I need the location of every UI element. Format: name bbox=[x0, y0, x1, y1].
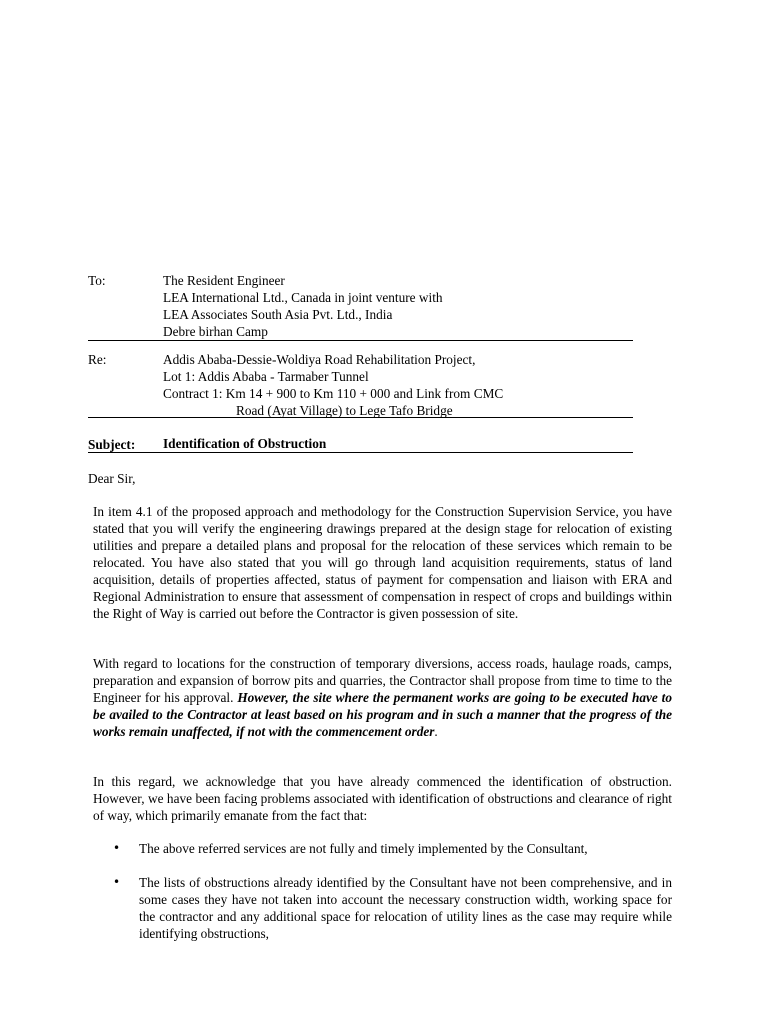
bullet-icon: • bbox=[113, 875, 121, 889]
paragraph-2-text: With regard to locations for the construction of temporary diversions, access roads, haulage roads, camps, preparation and expansion of borrow pits and quarries, the Contractor shall propose from time to time to the Engineer for his approval. bbox=[93, 656, 672, 705]
to-line-1: The Resident Engineer bbox=[163, 273, 285, 288]
to-line-2: LEA International Ltd., Canada in joint venture with bbox=[163, 290, 443, 305]
re-line-2: Lot 1: Addis Ababa - Tarmaber Tunnel bbox=[163, 369, 369, 384]
divider-rule bbox=[88, 452, 633, 453]
to-address bbox=[163, 272, 633, 340]
subject-text: Identification of Obstruction bbox=[163, 436, 327, 451]
subject-block bbox=[88, 436, 633, 453]
body-paragraph-2 bbox=[93, 655, 672, 740]
re-line-4: Road (Ayat Village) to Lege Tafo Bridge bbox=[236, 403, 453, 418]
re-line-1: Addis Ababa-Dessie-Woldiya Road Rehabilitation Project, bbox=[163, 352, 476, 367]
subject-label: Subject: bbox=[88, 437, 136, 452]
re-block bbox=[88, 351, 633, 419]
to-label: To: bbox=[88, 273, 106, 288]
body-paragraph-1: In item 4.1 of the proposed approach and methodology for the Construction Supervision Service, you have stated that you will verify the engineering drawings prepared at the design stage for relocation of existing utilities and prepare a detailed plans and proposal for the relocation of these services which remain to be relocated. You have also stated that you will go through land acquisition requirements, status of land acquisition, details of properties affected, status of payment for compensation and liaison with ERA and Regional Administration to ensure that assessment of compensation in respect of crops and buildings within the Right of Way is carried out before the Contractor is given possession of site. bbox=[93, 504, 672, 621]
divider-rule bbox=[88, 340, 633, 341]
to-line-3: LEA Associates South Asia Pvt. Ltd., India bbox=[163, 307, 393, 322]
bullet-text-1: The above referred services are not fully and timely implemented by the Consultant, bbox=[139, 841, 588, 856]
bullet-text-2: The lists of obstructions already identified by the Consultant have not been comprehensive, and in some cases they have not taken into account the necessary construction width, working space for the contractor and any additional space for relocation of utility lines as the case may require while identifying obstructions, bbox=[139, 875, 672, 941]
re-line-3: Contract 1: Km 14 + 900 to Km 110 + 000 and Link from CMC bbox=[163, 386, 504, 401]
paragraph-2-emphasis: However, the site where the permanent works are going to be executed have to be availed to the Contractor at least based on his program and in such a manner that the progress of the works remain unaffected, if not with the commencement order bbox=[93, 690, 672, 739]
to-block bbox=[88, 272, 633, 340]
to-line-4: Debre birhan Camp bbox=[163, 324, 268, 339]
list-item bbox=[93, 874, 672, 942]
list-item bbox=[93, 840, 672, 857]
salutation: Dear Sir, bbox=[88, 471, 136, 486]
bullet-icon: • bbox=[113, 841, 121, 855]
divider-rule bbox=[88, 417, 633, 418]
re-lines bbox=[163, 351, 633, 419]
re-label: Re: bbox=[88, 352, 107, 367]
paragraph-2-end: . bbox=[434, 724, 438, 739]
body-paragraph-3: In this regard, we acknowledge that you have already commenced the identification of obstruction. However, we have been facing problems associated with identification of obstructions and clearance of right of way, which primarily emanate from the fact that: bbox=[93, 774, 672, 823]
